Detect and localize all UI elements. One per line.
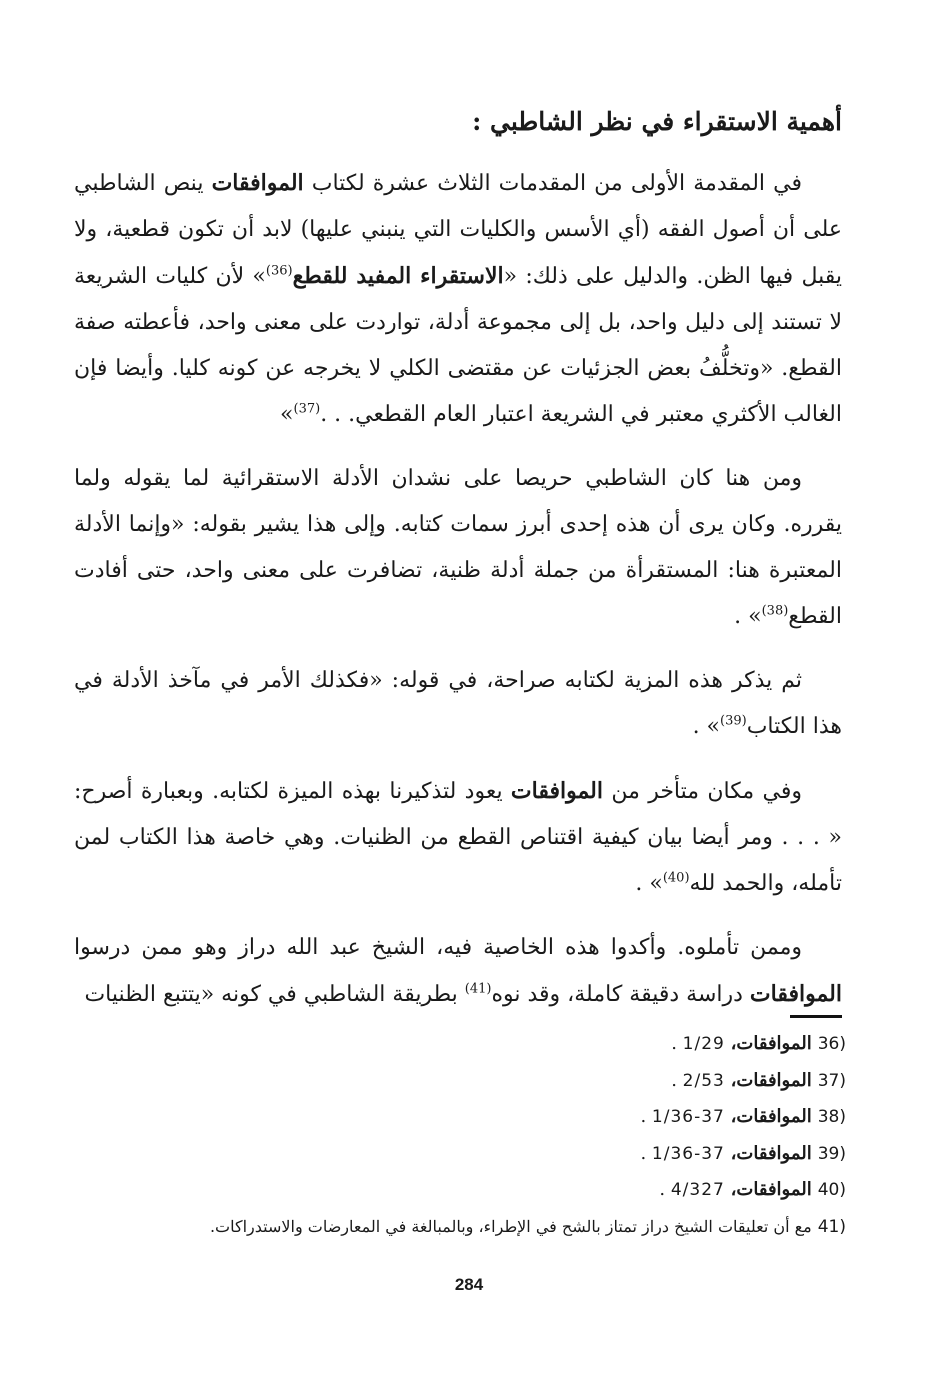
- text-run: » .: [734, 604, 762, 629]
- footnote-item: 40)الموافقات، 4/327 .: [76, 1172, 846, 1209]
- text-run: بطريقة الشاطبي في كونه «يتتبع الظنيات: [84, 982, 465, 1007]
- paragraph-3: [74, 658, 842, 750]
- footnote-number: 40): [817, 1180, 846, 1200]
- footnote-ref[interactable]: (37): [293, 401, 321, 417]
- section-heading: أهمية الاستقراء في نظر الشاطبي :: [472, 107, 842, 136]
- footnote-reference: 1/29: [682, 1034, 725, 1054]
- footnote-number: 39): [817, 1143, 846, 1164]
- footnote-source: الموافقات،: [730, 1106, 812, 1127]
- paragraph-5: [74, 925, 842, 1018]
- text-run: دراسة دقيقة كاملة، وقد نوه: [491, 982, 750, 1007]
- text-run: ينص الشاطبي على أن أصول الفقه (أي الأسس والكليات التي ينبني عليها) لابد أن تكون قطعية، ولا يقبل فيها الظن. والدليل على ذلك: «: [74, 171, 842, 289]
- footnote-source: الموافقات،: [730, 1179, 812, 1200]
- text-run: في المقدمة الأولى من المقدمات الثلاث عشرة لكتاب: [303, 171, 802, 196]
- footnotes: [76, 1026, 846, 1245]
- footnote-item: 39)الموافقات، 1/36-37 .: [76, 1136, 846, 1173]
- footnote-number: 37): [817, 1070, 846, 1091]
- paragraph-4: [74, 768, 842, 907]
- footnote-ref[interactable]: (36): [265, 263, 293, 279]
- footnote-reference: 1/36-37: [651, 1143, 725, 1164]
- emphasis-text: الاستقراء المفيد للقطع: [292, 263, 504, 289]
- text-run: وممن تأملوه. وأكدوا هذه الخاصية فيه، الشيخ عبد الله دراز وهو ممن درسوا: [74, 935, 802, 960]
- footnote-number: 41): [817, 1216, 846, 1237]
- page-number: 284: [454, 1275, 484, 1294]
- footnote-item: 36)الموافقات، 1/29 .: [76, 1026, 846, 1063]
- text-run: ثم يذكر هذه المزية لكتابه صراحة، في قوله: «فكذلك الأمر في مآخذ الأدلة في هذا الكتاب: [74, 668, 842, 739]
- book-title: الموافقات: [510, 778, 603, 804]
- footnote-source: الموافقات،: [730, 1069, 812, 1091]
- footnote-reference: 2/53: [682, 1070, 725, 1091]
- text-run: وفي مكان متأخر من: [602, 779, 802, 804]
- book-title: الموافقات: [211, 170, 304, 196]
- footnote-number: 38): [817, 1107, 846, 1127]
- footnote-note: مع أن تعليقات الشيخ دراز تمتاز بالشح في الإطراء، وبالمبالغة في المعارضات والاستدراكات.: [209, 1216, 812, 1236]
- paragraph-2: [74, 456, 842, 640]
- footnote-source: الموافقات،: [730, 1142, 812, 1164]
- paragraph-1: [74, 160, 842, 438]
- footnote-reference: 4/327: [670, 1180, 725, 1200]
- body-text: [74, 160, 842, 1036]
- footnote-separator: [790, 1015, 842, 1018]
- footnote-item: 37)الموافقات، 2/53 .: [76, 1063, 846, 1100]
- text-run: »: [280, 402, 294, 427]
- footnote-item: 38)الموافقات، 1/36-37 .: [76, 1099, 846, 1136]
- footnote-item: [76, 1209, 846, 1246]
- text-run: » لأن كليات الشريعة لا تستند إلى دليل واحد، بل إلى مجموعة أدلة، تواردت على معنى واحد، فأعطته صفة القطع. «وتخلُّفُ بعض الجزئيات عن مقتضى الكلي لا يخرجه عن كونه كليا. وأيضا فإن الغالب الأكثري معتبر في الشريعة اعتبار العام القطعي. . .: [74, 264, 842, 427]
- book-title: الموافقات: [749, 981, 842, 1007]
- text-run: ومن هنا كان الشاطبي حريصا على نشدان الأدلة الاستقرائية لما يقوله ولما يقرره. وكان يرى أن هذه إحدى أبرز سمات كتابه. وإلى هذا يشير بقوله: «وإنما الأدلة المعتبرة هنا: المستقرأة من جملة أدلة ظنية، تضافرت على معنى واحد، حتى أفادت القطع: [74, 466, 842, 629]
- footnote-ref[interactable]: (40): [662, 870, 690, 886]
- footnote-ref[interactable]: (41): [464, 981, 492, 997]
- text-run: » .: [635, 871, 663, 896]
- footnote-ref[interactable]: (39): [720, 713, 747, 729]
- footnote-reference: 1/36-37: [651, 1107, 725, 1127]
- text-run: يعود لتذكيرنا بهذه الميزة لكتابه. وبعبارة أصرح: « . . . ومر أيضا بيان كيفية اقتناص القطع من الظنيات. وهي خاصة هذا الكتاب لمن تأمله، والحمد لله: [74, 779, 842, 896]
- footnote-number: 36): [817, 1034, 846, 1054]
- text-run: » .: [692, 714, 721, 739]
- footnote-ref[interactable]: (38): [761, 603, 789, 619]
- footnote-source: الموافقات،: [730, 1033, 812, 1054]
